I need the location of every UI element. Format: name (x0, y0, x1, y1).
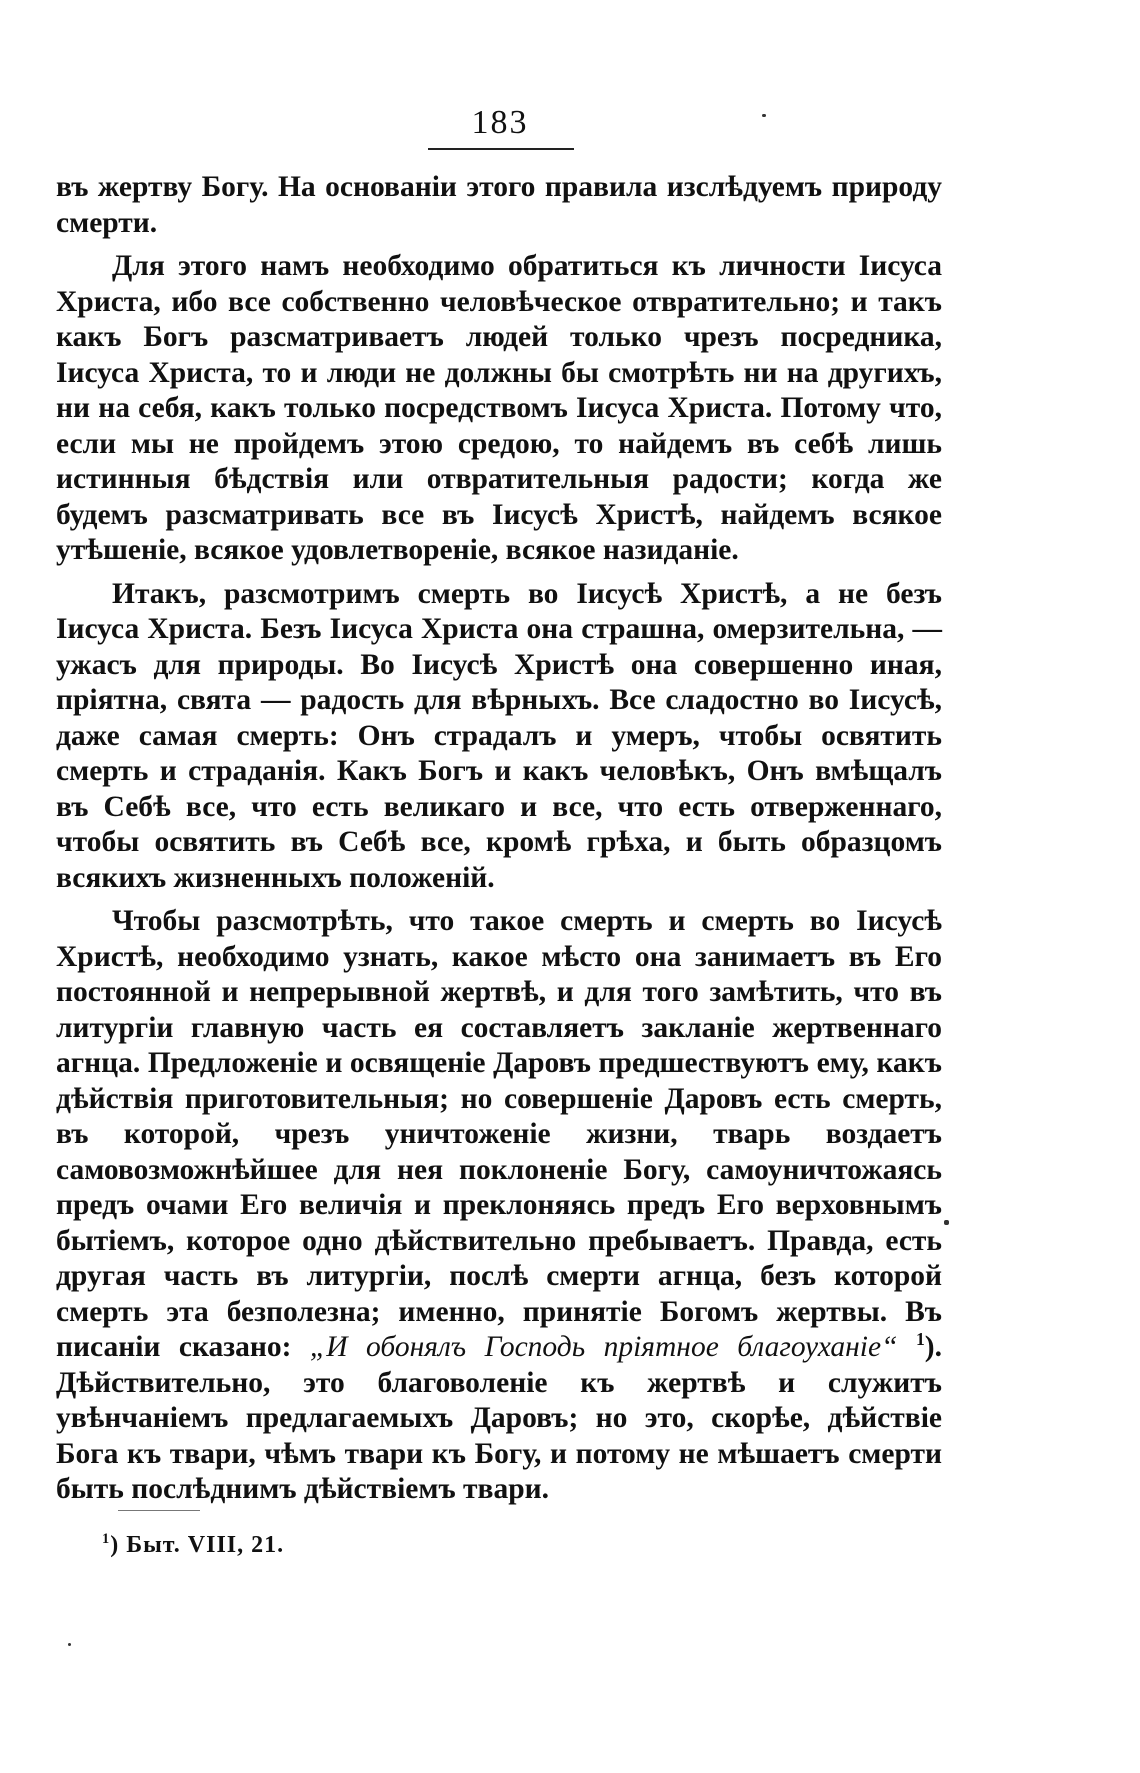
page-number: 183 (471, 104, 529, 141)
footnote-reference: 1 (915, 1329, 925, 1350)
scripture-quote: „И обонялъ Господь пріятное благоуханіе“ (309, 1331, 898, 1363)
paragraph-2: Для этого намъ необходимо обратиться къ личности Іисуса Христа, ибо все собственно человѣческое отвратительно; и такъ какъ Богъ разсматриваетъ людей только чрезъ посредника, Іисуса Христа, то и люди не должны бы смотрѣть ни на другихъ, ни на себя, какъ только посредствомъ Іисуса Христа. Потому что, если мы не пройдемъ этою средою, то найдемъ въ себѣ лишь истинныя бѣдствія или отвратительныя радости; когда же будемъ разсматривать все въ Іисусѣ Христѣ, найдемъ всякое утѣшеніе, всякое удовлетвореніе, всякое назиданіе. (56, 250, 942, 566)
paragraph-3: Итакъ, разсмотримъ смерть во Іисусѣ Христѣ, а не безъ Іисуса Христа. Безъ Іисуса Христа она страшна, омерзительна, — ужасъ для природы. Во Іисусѣ Христѣ она совершенно иная, пріятна, свята — радость для вѣрныхъ. Все сладостно во Іисусѣ, даже самая смерть: Онъ страдалъ и умеръ, чтобы освятить смерть и страданія. Какъ Богъ и какъ человѣкъ, Онъ вмѣщалъ въ Себѣ все, что есть великаго и все, что есть отверженнаго, чтобы освятить въ Себѣ все, кромѣ грѣха, и быть образцомъ всякихъ жизненныхъ положеній. (56, 577, 942, 894)
paragraph-4 (56, 904, 942, 1508)
footnote (102, 1532, 284, 1559)
paragraph-4-text-before: Чтобы разсмотрѣть, что такое смерть и смерть во Іисусѣ Христѣ, необходимо узнать, какое мѣсто она занимаетъ въ Его постоянной и непрерывной жертвѣ, и для того замѣтить, что въ литургіи главную часть ея составляетъ закланіе жертвеннаго агнца. Предложеніе и освященіе Даровъ предшествуютъ ему, какъ дѣйствія приготовительныя; но совершеніе Даровъ есть смерть, въ которой, чрезъ уничтоженіе жизни, тварь воздаетъ самовозможнѣйшее для нея поклоненіе Богу, самоуничтожаясь предъ очами Его величія и преклоняясь предъ Его верховнымъ бытіемъ, которое одно дѣйствительно пребываетъ. Правда, есть другая часть въ литургіи, послѣ смерти агнца, безъ которой смерть эта безполезна; именно, принятіе Богомъ жертвы. Въ писаніи сказано: (56, 905, 942, 1363)
print-speck (762, 114, 766, 117)
body-text (56, 170, 942, 1516)
paragraph-1: въ жертву Богу. На основаніи этого правила изслѣдуемъ природу смерти. (56, 171, 942, 239)
footnote-mark: 1 (102, 1531, 111, 1547)
footnote-text: ) Быт. VIII, 21. (110, 1532, 285, 1558)
print-speck (68, 1643, 71, 1646)
paragraph-4-text-after: ). Дѣйствительно, это благоволеніе къ жертвѣ и служитъ увѣнчаніемъ предлагаемыхъ Даровъ; но это, скорѣе, дѣйствіе Бога къ твари, чѣмъ твари къ Богу, и потому не мѣшаетъ смерти быть послѣднимъ дѣйствіемъ твари. (56, 1331, 942, 1505)
page-number-rule (428, 148, 574, 150)
print-speck (944, 1220, 949, 1225)
footnote-rule (118, 1510, 200, 1511)
